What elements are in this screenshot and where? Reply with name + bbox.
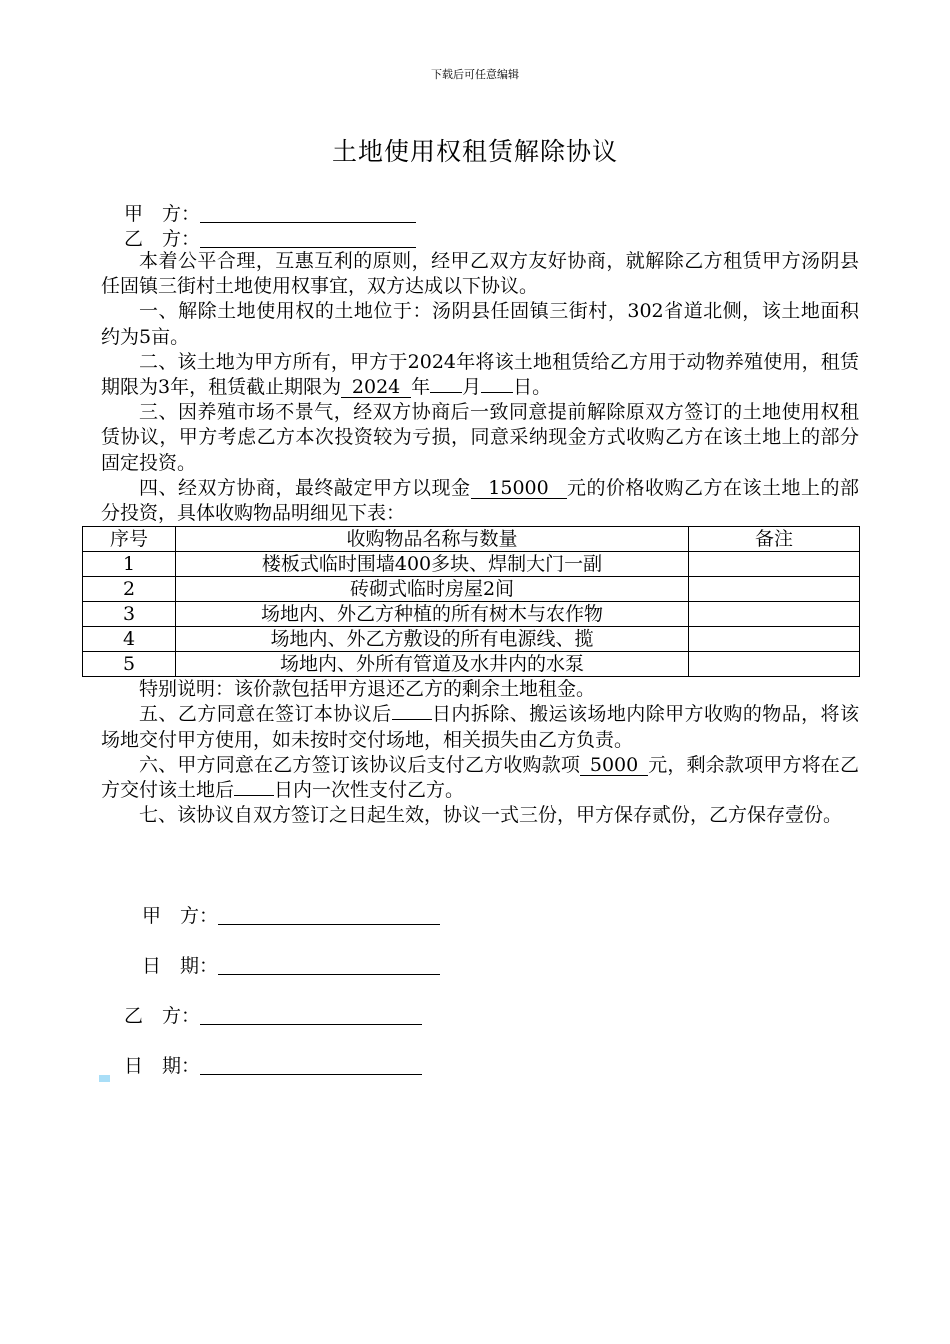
table-row [83, 627, 860, 652]
row-item: 场地内、外乙方敷设的所有电源线、揽 [176, 627, 689, 652]
signature-party-b-blank [200, 1004, 422, 1025]
end-day-blank [481, 392, 513, 393]
row-no: 4 [83, 627, 176, 652]
row-item: 场地内、外乙方种植的所有树木与农作物 [176, 602, 689, 627]
clause-6-text-a: 六、甲方同意在乙方签订该协议后支付乙方收购款项 [139, 753, 581, 776]
payment-days-blank [234, 795, 274, 796]
purchase-amount-field: 15000 [471, 478, 567, 499]
party-b-label: 乙 方： [124, 228, 201, 250]
party-b-line [124, 224, 416, 251]
row-note [689, 577, 860, 602]
year-label: 年 [411, 376, 431, 399]
row-item: 场地内、外所有管道及水井内的水泵 [176, 652, 689, 677]
party-a-label: 甲 方： [124, 203, 201, 225]
clause-1: 一、解除土地使用权的土地位于：汤阴县任固镇三街村，302省道北侧，该土地面积约为5亩。 [101, 300, 859, 348]
signature-date-b-blank [200, 1054, 422, 1075]
row-note [689, 552, 860, 577]
clause-5-text-a: 五、乙方同意在签订本协议后 [139, 703, 392, 726]
cursor-marker [99, 1075, 110, 1082]
clause-5 [101, 702, 859, 752]
signature-date-b-label: 日 期： [124, 1055, 201, 1077]
clause-4-text-b: 元的价格收购乙方在该土地上的部分投资，具体收购物品明细见下表： [101, 476, 859, 525]
table-row [83, 652, 860, 677]
table-row [83, 552, 860, 577]
clause-3: 三、因养殖市场不景气，经双方协商后一致同意提前解除原双方签订的土地使用权租赁协议，甲方考虑乙方本次投资较为亏损，同意采纳现金方式收购乙方在该土地上的部分固定投资。 [101, 401, 859, 474]
party-a-blank [200, 202, 416, 223]
signature-party-a-label: 甲 方： [142, 905, 219, 927]
signature-date-a-blank [218, 954, 440, 975]
purchase-items-table [82, 526, 860, 677]
header-note: 备注 [689, 527, 860, 552]
payment-amount-field: 5000 [580, 755, 648, 776]
clause-6-text-c: 日内一次性支付乙方。 [274, 779, 465, 802]
special-note: 特别说明：该价款包括甲方退还乙方的剩余土地租金。 [139, 678, 596, 701]
agreement-body [101, 249, 859, 828]
signature-party-a [142, 901, 440, 928]
clause-4 [101, 476, 859, 526]
demolition-days-blank [392, 719, 432, 720]
month-label: 月 [462, 376, 482, 399]
row-item: 楼板式临时围墙400多块、焊制大门一副 [176, 552, 689, 577]
row-item: 砖砌式临时房屋2间 [176, 577, 689, 602]
signature-party-b-label: 乙 方： [124, 1005, 201, 1027]
document-title: 土地使用权租赁解除协议 [331, 137, 618, 166]
party-b-blank [200, 227, 416, 248]
clause-2-text: 二、该土地为甲方所有，甲方于2024年将该土地租赁给乙方用于动物养殖使用，租赁期限为3年，租赁截止期限为 [101, 350, 859, 399]
clause-6-text-b: 元，剩余款项甲方将在乙方交付该土地后 [101, 753, 859, 802]
clause-5-text-b: 日内拆除、搬运该场地内除甲方收购的物品，将该场地交付甲方使用，如未按时交付场地，相关损失由乙方负责。 [101, 703, 859, 751]
signature-date-a-label: 日 期： [142, 955, 219, 977]
row-note [689, 627, 860, 652]
clause-7: 七、该协议自双方签订之日起生效，协议一式三份，甲方保存贰份，乙方保存壹份。 [139, 804, 843, 827]
signature-date-a [142, 951, 440, 978]
end-year-field: 2024 [341, 377, 411, 398]
party-a-line [124, 199, 416, 226]
clause-6 [101, 753, 859, 803]
header-item: 收购物品名称与数量 [176, 527, 689, 552]
row-no: 1 [83, 552, 176, 577]
table-row [83, 577, 860, 602]
signature-date-b [124, 1051, 422, 1078]
header-no: 序号 [83, 527, 176, 552]
row-note [689, 652, 860, 677]
end-month-blank [430, 392, 462, 393]
signature-party-a-blank [218, 904, 440, 925]
table-header-row [83, 527, 860, 552]
day-label: 日。 [513, 376, 552, 399]
row-no: 5 [83, 652, 176, 677]
clause-2 [101, 350, 859, 400]
signature-party-b [124, 1001, 422, 1028]
clause-4-text-a: 四、经双方协商，最终敲定甲方以现金 [139, 476, 471, 499]
page-header: 下载后可任意编辑 [431, 68, 519, 81]
row-note [689, 602, 860, 627]
table-row [83, 602, 860, 627]
intro-paragraph: 本着公平合理，互惠互利的原则，经甲乙双方友好协商，就解除乙方租赁甲方汤阴县任固镇三街村土地使用权事宜，双方达成以下协议。 [101, 250, 859, 298]
row-no: 3 [83, 602, 176, 627]
row-no: 2 [83, 577, 176, 602]
